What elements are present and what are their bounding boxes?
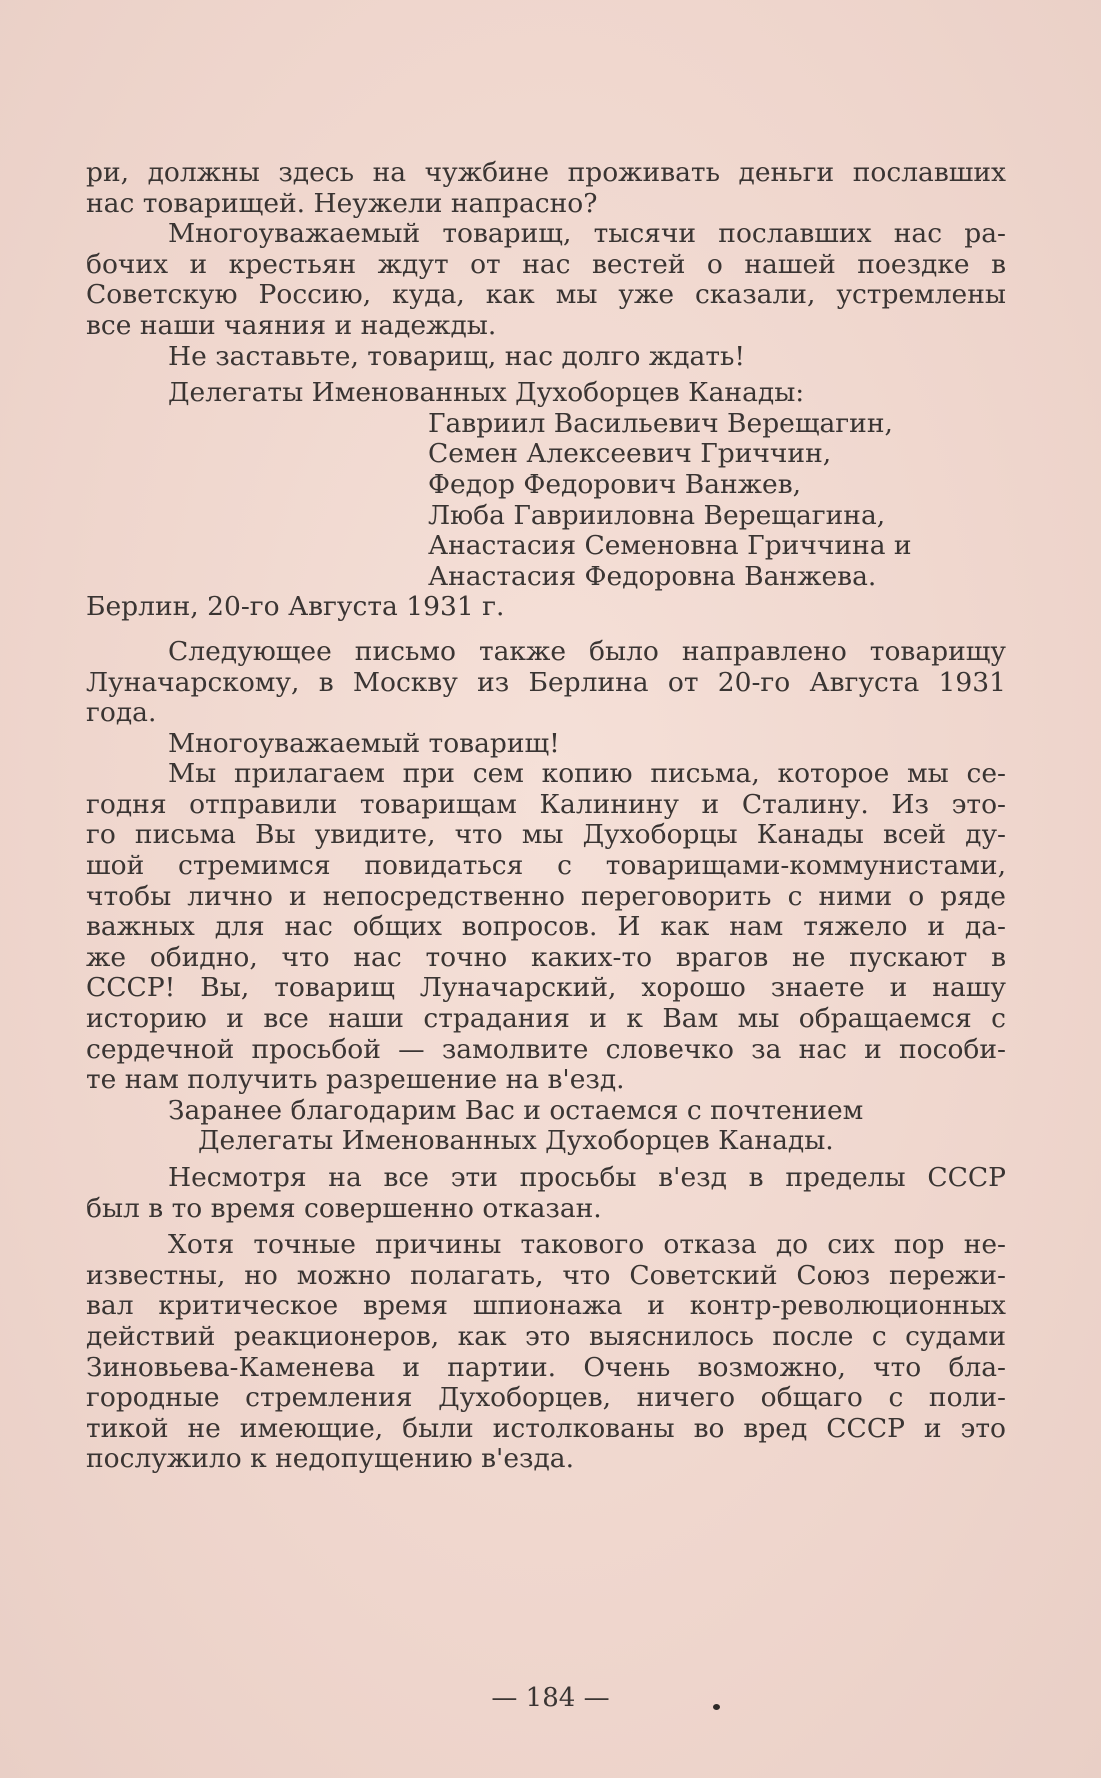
paragraph-2 — [86, 219, 1006, 341]
ink-speck — [713, 1704, 720, 1710]
text-line: Мы прилагаем при сем копию письма, которое мы се- — [168, 759, 1006, 790]
paragraph-3 — [86, 342, 1006, 373]
text-line: известны, но можно полагать, что Советский Союз пережи- — [86, 1260, 1006, 1291]
text-line: Хотя точные причины такового отказа до сих пор не- — [168, 1230, 1006, 1261]
signatory: Анастасия Федоровна Ванжева. — [428, 560, 877, 592]
signatory: Анастасия Семеновна Гриччина и — [428, 530, 912, 562]
text-line: Не заставьте, товарищ, нас долго ждать! — [168, 340, 746, 372]
delegates-block — [86, 378, 1006, 592]
closing-signature: Делегаты Именованных Духоборцев Канады. — [198, 1125, 834, 1157]
text-line: шой стремимся повидаться с товарищами-коммунистами, — [86, 851, 1006, 882]
text-line: сердечной просьбой — замолвите словечко за нас и пособи- — [86, 1034, 1006, 1065]
closing: Заранее благодарим Вас и остаемся с почтением — [168, 1094, 864, 1126]
signatory: Федор Федорович Ванжев, — [428, 468, 802, 500]
text-line: СССР! Вы, товарищ Луначарский, хорошо знаете и нашу — [86, 973, 1006, 1004]
text-line: тикой не имеющие, были истолкованы во вред СССР и это — [86, 1413, 1006, 1444]
text-line: годня отправили товарищам Калинину и Сталину. Из это- — [86, 789, 1006, 820]
signatory: Гавриил Васильевич Верещагин, — [428, 407, 893, 439]
text-line: Следующее письмо также было направлено товарищу — [168, 636, 1006, 667]
text-line: Несмотря на все эти просьбы в'езд в пределы СССР — [168, 1163, 1006, 1193]
text-line: же обидно, что нас точно каких-то врагов не пускают в — [86, 942, 1006, 973]
text-line: года. — [86, 697, 157, 729]
text-line: Луначарскому, в Москву из Берлина от 20-го Августа 1931 — [86, 667, 1006, 698]
text-line: был в то время совершенно отказан. — [86, 1192, 602, 1224]
text-line: бочих и крестьян ждут от нас вестей о нашей поездке в — [86, 249, 1006, 280]
text-line: действий реакционеров, как это выяснилось после с судами — [86, 1321, 1006, 1352]
text-line: вал критическое время шпионажа и контр-революционных — [86, 1291, 1006, 1322]
text-line: Многоуважаемый товарищ, тысячи пославших нас ра- — [168, 219, 1006, 250]
paragraph-4 — [86, 637, 1006, 729]
page-body — [86, 158, 1006, 1475]
text-line: городные стремления Духоборцев, ничего общаго с поли- — [86, 1383, 1006, 1414]
date-line: Берлин, 20-го Августа 1931 г. — [86, 591, 505, 623]
page-number: — 184 — — [491, 1683, 610, 1713]
text-line: нас товарищей. Неужели напрасно? — [86, 187, 598, 219]
paragraph-7 — [86, 1230, 1006, 1475]
paragraph-5 — [86, 759, 1006, 1096]
text-line: историю и все наши страдания и к Вам мы обращаемся с — [86, 1004, 1006, 1035]
text-line: чтобы лично и непосредственно переговорить с ними о ряде — [86, 881, 1006, 912]
text-line: Зиновьева-Каменева и партии. Очень возможно, что бла- — [86, 1352, 1006, 1383]
greeting: Многоуважаемый товарищ! — [168, 727, 560, 759]
text-line: послужило к недопущению в'езда. — [86, 1443, 575, 1475]
text-line: Советскую Россию, куда, как мы уже сказали, устремлены — [86, 280, 1006, 311]
delegates-header: Делегаты Именованных Духоборцев Канады: — [168, 377, 805, 409]
paragraph-1 — [86, 158, 1006, 219]
signatory: Люба Гаврииловна Верещагина, — [428, 499, 886, 531]
text-line: те нам получить разрешение на в'езд. — [86, 1064, 625, 1096]
text-line: го письма Вы увидите, что мы Духоборцы Канады всей ду- — [86, 820, 1006, 851]
paragraph-6 — [86, 1163, 1006, 1224]
text-line: ри, должны здесь на чужбине проживать деньги пославших — [86, 158, 1006, 188]
signatory: Семен Алексеевич Гриччин, — [428, 438, 832, 470]
text-line: все наши чаяния и надежды. — [86, 309, 497, 341]
text-line: важных для нас общих вопросов. И как нам тяжело и да- — [86, 912, 1006, 943]
